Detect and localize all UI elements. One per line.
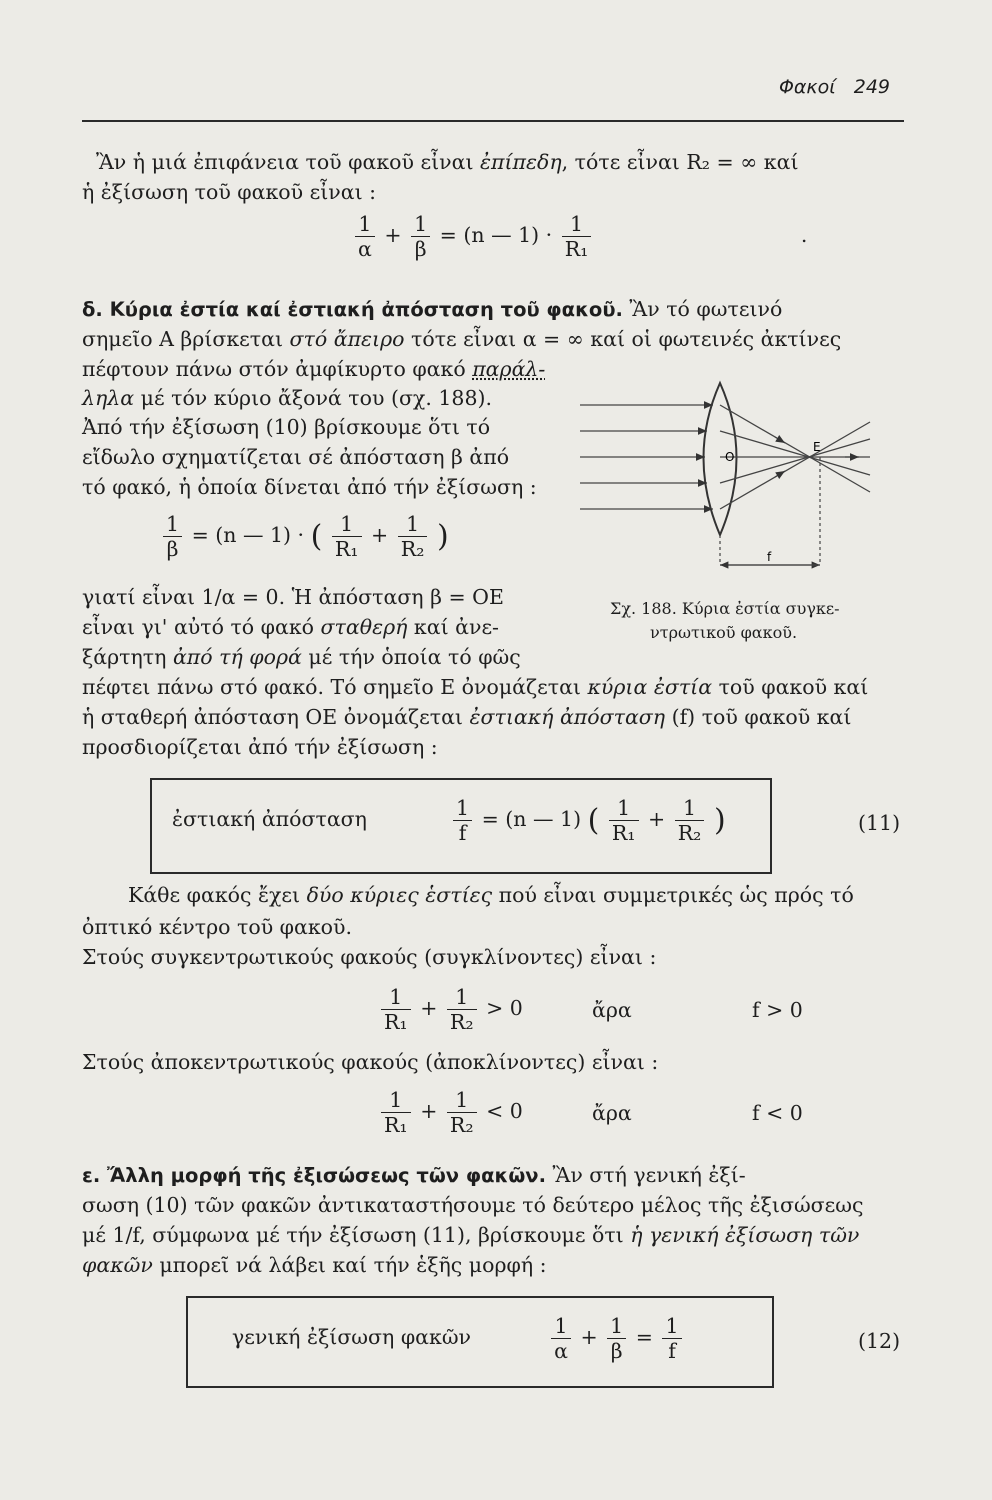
box12-label: γενική ἐξίσωση φακῶν — [232, 1325, 472, 1349]
header-rule — [82, 120, 904, 122]
label-E: Ε — [813, 440, 821, 454]
section-d-line3: πέφτουν πάνω στόν ἀμφίκυρτο φακό παράλ- — [82, 357, 546, 381]
p3-line1: Κάθε φακός ἔχει δύο κύριες ἑστίες πού εἶναι συμμετρικές ὡς πρός τό — [128, 883, 854, 907]
section-d-line5: Ἀπό τήν ἐξίσωση (10) βρίσκουμε ὅτι τό — [82, 415, 491, 439]
section-d-line1: δ. Κύρια ἐστία καί ἐστιακή ἀπόσταση τοῦ φακοῦ. Ἂν τό φωτεινό — [82, 297, 783, 321]
section-d-line6: εἴδωλο σχηματίζεται σέ ἀπόσταση β ἀπό — [82, 445, 510, 469]
p2-line1: γιατί εἶναι 1/α = 0. Ἡ ἀπόσταση β = ΟΕ — [82, 585, 504, 609]
equation-image-distance: $\frac{1}{\beta}$ = (n — 1) · ( $\frac{1}{\text{R₁}}$ + $\frac{1}{\text{R₂}}$ ) — [160, 512, 449, 561]
section-d-line2: σημεῖο Α βρίσκεται στό ἄπειρο τότε εἶναι α = ∞ καί οἱ φωτεινές ἀκτίνες — [82, 327, 842, 351]
section-e-line1: ε. Ἄλλη μορφή τῆς ἐξισώσεως τῶν φακῶν. Ἂν στή γενική ἐξί- — [82, 1163, 746, 1187]
equation-12-number: (12) — [858, 1329, 901, 1353]
equation-11-number: (11) — [858, 811, 901, 835]
label-O: Ο — [725, 450, 735, 464]
p4-line1: Στούς ἀποκεντρωτικούς φακούς (ἀποκλίνοντες) εἶναι : — [82, 1050, 659, 1074]
p1-line1: Ἂν ἡ μιά ἐπιφάνεια τοῦ φακοῦ εἶναι ἐπίπεδη, τότε εἶναι R₂ = ∞ καί — [96, 150, 799, 174]
equation-11: ἐστιακή ἀπόσταση $\frac{1}{f}$ = (n — 1) ( $\frac{1}{\text{R₁}}$ + $\frac{1}{\text{R₂}}$ ) — [172, 796, 726, 845]
ineq2-ara: ἄρα — [592, 1101, 632, 1125]
running-header — [0, 76, 890, 98]
label-f: f — [767, 550, 772, 564]
header-title: Φακοί — [778, 76, 836, 98]
section-e-line3: μέ 1/f, σύμφωνα μέ τήν ἐξίσωση (11), βρίσκουμε ὅτι ἡ γενική ἐξίσωση τῶν — [82, 1223, 860, 1247]
section-d-line7: τό φακό, ἡ ὁποία δίνεται ἀπό τήν ἐξίσωση : — [82, 475, 537, 499]
section-e-line4: φακῶν μπορεῖ νά λάβει καί τήν ἑξῆς μορφή : — [82, 1253, 547, 1277]
inequality-converging: $\frac{1}{\text{R₁}}$ + $\frac{1}{\text{R₂}}$ > 0 — [378, 985, 523, 1034]
page-number: 249 — [853, 76, 890, 98]
p3-line2: ὀπτικό κέντρο τοῦ φακοῦ. — [82, 915, 353, 939]
section-d-line4: ληλα μέ τόν κύριο ἄξονά του (σχ. 188). — [82, 386, 493, 410]
p2-line2: εἶναι γι' αὐτό τό φακό σταθερή καί ἀνε- — [82, 615, 499, 639]
ineq1-ara: ἄρα — [592, 998, 632, 1022]
p2-line4: πέφτει πάνω στό φακό. Τό σημεῖο Ε ὀνομάζεται κύρια ἐστία τοῦ φακοῦ καί — [82, 675, 869, 699]
section-e-line2: σωση (10) τῶν φακῶν ἀντικαταστήσουμε τό δεύτερο μέλος τῆς ἐξισώσεως — [82, 1193, 864, 1217]
p2-line3: ξάρτητη ἀπό τή φορά μέ τήν ὁποία τό φῶς — [82, 645, 521, 669]
equation-flat-lens: $\frac{1}{\alpha}$ + $\frac{1}{\beta}$ = (n — 1) · $\frac{1}{\text{R₁}}$ . — [352, 212, 807, 261]
ineq2-result: f < 0 — [752, 1101, 803, 1125]
section-d-heading: δ. Κύρια ἐστία καί ἐστιακή ἀπόσταση τοῦ φακοῦ. — [82, 298, 623, 321]
refracted-rays — [720, 405, 870, 509]
p2-line6: προσδιορίζεται ἀπό τήν ἐξίσωση : — [82, 735, 438, 759]
p2-line5: ἡ σταθερή ἀπόσταση ΟΕ ὀνομάζεται ἐστιακή ἀπόσταση (f) τοῦ φακοῦ καί — [82, 705, 852, 729]
lens-focus-diagram — [575, 375, 900, 580]
ineq1-result: f > 0 — [752, 998, 803, 1022]
p3-line3: Στούς συγκεντρωτικούς φακούς (συγκλίνοντες) εἶναι : — [82, 945, 657, 969]
p1-line2: ἡ ἐξίσωση τοῦ φακοῦ εἶναι : — [82, 180, 377, 204]
incident-rays — [580, 405, 713, 509]
section-e-heading: ε. Ἄλλη μορφή τῆς ἐξισώσεως τῶν φακῶν. — [82, 1164, 546, 1187]
inequality-diverging: $\frac{1}{\text{R₁}}$ + $\frac{1}{\text{R₂}}$ < 0 — [378, 1088, 523, 1137]
figure-caption: Σχ. 188. Κύρια ἐστία συγκε- ντρωτικοῦ φακοῦ. — [610, 599, 840, 642]
box11-label: ἐστιακή ἀπόσταση — [172, 807, 367, 831]
equation-12: γενική ἐξίσωση φακῶν $\frac{1}{\alpha}$ + $\frac{1}{\beta}$ = $\frac{1}{f}$ — [232, 1314, 685, 1363]
